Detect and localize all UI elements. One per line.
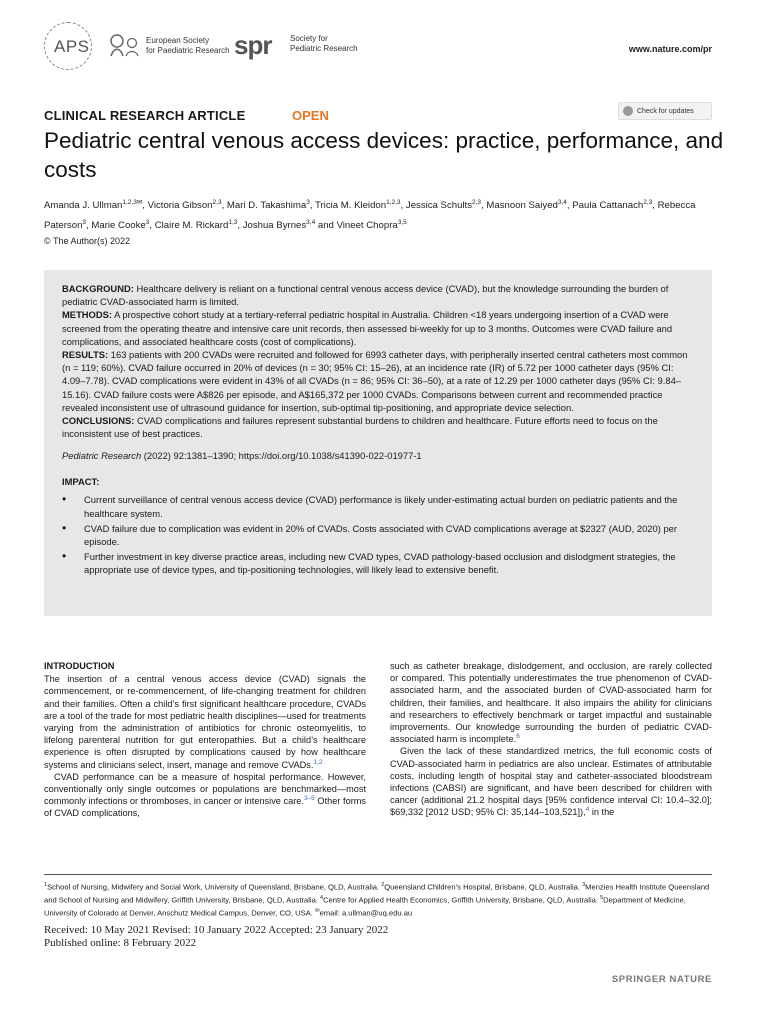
reference-link[interactable]: 4 — [585, 806, 590, 814]
affiliation-number: 2 — [381, 882, 385, 888]
intro-paragraph-2 — [44, 771, 366, 820]
author-affiliation-mark: 3 — [145, 219, 150, 227]
copyright-notice: © The Author(s) 2022 — [44, 236, 131, 246]
intro-paragraph-1 — [44, 673, 366, 771]
spr-logo-line-2: Pediatric Research — [290, 44, 358, 53]
open-access-badge: OPEN — [292, 108, 329, 123]
abstract-conclusions-text: CVAD complications and failures represent substantial burdens to children and healthcare. Future efforts need to focus on the inconsistent use of best practices. — [62, 415, 658, 440]
author-list: Amanda J. Ullman$^{1,2,3✉}$, Victoria Gibson$^{2,3}$, Mari D. Takashima$^3$, Tricia M. Kleidon$^{1,2,3}$, Jessica Schults$^{2,3}$, Masnoon Saiyed$^{3,4}$, Paula Cattanach$^{2,3}$, Rebecca Paterson$^3$, Marie Cooke$^3$, Claire M. Rickard$^{1,3}$, Joshua Byrnes$^{3,4}$ and Vineet Chopra$^{3,5}$ — [44, 199, 696, 232]
intro-paragraph-2-text: CVAD performance can be a measure of hospital performance. However, conventionally only single outcomes or populations are benchmarked—most commonly infections or thromboses, in cancer or intensive care. — [44, 771, 366, 807]
author-name[interactable]: Tricia M. Kleidon — [314, 200, 387, 212]
affiliation-number: 4 — [320, 895, 324, 902]
author-affiliation-mark: 1,2,3 — [386, 199, 401, 206]
intro-paragraph-1-text: The insertion of a central venous access device (CVAD) signals the commencement, or re-commencement, of life-changing treatment for children and their families. Often a child’s first significant healthcare procedure, CVADs are a tool of the trade for most pediatric health disciplines—used for treatments varying from the administration of antibiotics for chronic osteomyelitis, to lifelong parenteral nutrition for gut enteropathies. But a child’s healthcare experience is often disrupted by complications caused by how healthcare systems and clinicians select, insert, manage and remove CVADs. — [44, 674, 366, 770]
impact-list — [62, 493, 694, 576]
author-name[interactable]: Rebecca Paterson — [44, 200, 696, 232]
affiliation-number: 3 — [582, 882, 586, 888]
impact-item: • Further investment in key diverse practice areas, including new CVAD types, CVAD pathology-based occlusion and dislodgment strategies, the appropriate use of device types, and tip-positioning technologies, will likely lead to extensive benefit. — [62, 550, 694, 576]
author-affiliation-mark: 3,4 — [557, 199, 567, 206]
author-name[interactable]: Masnoon Saiyed — [486, 200, 558, 212]
abstract-conclusions — [62, 414, 694, 440]
abstract-box — [44, 270, 712, 616]
page-header — [44, 22, 712, 72]
abstract-results-label: RESULTS: — [62, 349, 109, 361]
author-name[interactable]: Victoria Gibson — [147, 200, 213, 212]
affiliation-number: 1 — [44, 882, 48, 888]
reference-link[interactable]: 1,2 — [313, 758, 323, 766]
author-affiliation-mark: 2,3 — [643, 199, 653, 206]
aps-logo — [44, 22, 102, 70]
author-name[interactable]: Jessica Schults — [405, 200, 473, 212]
espr-logo-line-1: European Society — [146, 36, 210, 45]
footer-divider — [44, 874, 712, 875]
article-type-label: CLINICAL RESEARCH ARTICLE — [44, 108, 246, 123]
affiliations — [44, 880, 712, 919]
citation-doi-link[interactable]: (2022) 92:1381–1390; https://doi.org/10.1038/s41390-022-01977-1 — [141, 450, 422, 462]
abstract-background-label: BACKGROUND: — [62, 283, 134, 294]
check-updates-label: Check for updates — [637, 107, 694, 115]
aps-logo-text: APS — [54, 37, 90, 56]
intro-paragraph-3-text: Given the lack of these standardized metrics, the full economic costs of CVAD-associated harm in pediatrics are also unclear. Estimates of attributable costs, including length of hospital stay and catheter-associated bloodstream infections (CABSI) are significant, and have been described for children with cancer (additional 21.2 hospital days [95% confidence interval CI: 10.4–32.0]; $69,332 [2012 USD; 95% CI: 35,144–103,521]), — [390, 746, 712, 818]
introduction-heading: INTRODUCTION — [44, 661, 115, 671]
impact-heading: IMPACT: — [62, 476, 100, 488]
intro-paragraph-2-cont — [390, 660, 712, 745]
author-name[interactable]: Mari D. Takashima — [226, 200, 307, 212]
intro-paragraph-2-continued: Other forms of CVAD complications, — [44, 796, 366, 819]
author-name[interactable]: Claire M. Rickard — [154, 220, 229, 232]
journal-url-link[interactable]: www.nature.com/pr — [628, 44, 712, 54]
check-updates-icon — [623, 106, 633, 116]
abstract-conclusions-label: CONCLUSIONS: — [62, 415, 135, 427]
author-affiliation-mark: 1,3 — [228, 219, 238, 227]
author-affiliation-mark: 1,2,3✉ — [122, 199, 143, 206]
citation-line — [62, 449, 694, 462]
intro-paragraph-3 — [390, 745, 712, 818]
espr-logo-line-2: for Paediatric Research — [146, 46, 230, 55]
abstract-results-text: 163 patients with 200 CVADs were recruited and followed for 6993 catheter days, with peripherally inserted central catheters most common (n = 119; 60%). CVAD failure occurred in 20% of devices (n = 30; 95% CI: 15–26), at an incidence rate (IR) of 5.72 per 1000 catheter days (95% CI: 4.09–7.78). CVAD complications were evident in 43% of all CVADs (n = 86; 95% CI: 36–50), at a rate of 12.29 per 1000 catheter days (95% CI: 9.84–15.16). CVAD failure costs were A$826 per episode, and A$165,372 per 1000 CVADs. Comparisons between current and recommended practice revealed inconsistent use of ultrasound guidance for insertion, sub-optimal tip-positioning, and appropriate device selection. — [62, 349, 688, 413]
impact-item: • Current surveillance of central venous access device (CVAD) performance is likely under-estimating actual burden on pediatric patients and the healthcare system. — [62, 493, 694, 519]
affiliation-text: School of Nursing, Midwifery and Social Work, University of Queensland, Brisbane, QLD, Australia. — [47, 882, 382, 892]
impact-item: • CVAD failure due to complication was evident in 20% of CVADs. Costs associated with CVAD complications average at $2327 (AUD, 2020) per episode. — [62, 522, 694, 548]
abstract-background — [62, 282, 694, 308]
author-name[interactable]: Marie Cooke — [91, 220, 146, 232]
author-affiliation-mark: 3 — [306, 199, 310, 206]
article-title: Pediatric central venous access devices: practice, performance, and costs — [44, 128, 724, 182]
affiliation-text: Centre for Applied Health Economics, Griffith University, Brisbane, QLD, Australia. — [323, 895, 601, 905]
publication-dates — [44, 924, 388, 950]
affiliation-text: email: a.ullman@uq.edu.au — [319, 908, 413, 918]
spr-logo — [234, 28, 374, 68]
body-column-left — [44, 660, 366, 820]
espr-logo-icon — [108, 32, 142, 58]
check-for-updates-button[interactable] — [618, 102, 712, 120]
affiliation-text: Queensland Children’s Hospital, Brisbane, QLD, Australia. — [384, 882, 583, 892]
author-affiliation-mark: 2,3 — [212, 199, 222, 206]
affiliation-text: Menzies Health Institute Queensland and School of Nursing and Midwifery, Griffith University, Brisbane, QLD, Australia. — [44, 882, 710, 905]
received-dates: Received: 10 May 2021 Revised: 10 January 2022 Accepted: 23 January 2022 — [44, 924, 389, 936]
author-affiliation-mark: 3,5 — [397, 219, 407, 227]
abstract-methods — [62, 308, 694, 348]
author-name[interactable]: Paula Cattanach — [572, 200, 644, 212]
springer-nature-logo: SPRINGER NATURE — [611, 974, 712, 985]
author-name[interactable]: Amanda J. Ullman — [44, 200, 123, 212]
affiliation-number: ✉ — [314, 908, 320, 915]
spr-logo-line-1: Society for — [290, 34, 328, 43]
abstract-background-text: Healthcare delivery is reliant on a functional central venous access device (CVAD), but the knowledge surrounding the burden of pediatric CVAD-associated harm is limited. — [62, 283, 669, 308]
reference-link[interactable]: 3–5 — [303, 795, 315, 803]
intro-paragraph-2-cont-text: such as catheter breakage, dislodgement, and occlusion, are rarely collected or compared. This potentially underestimates the true phenomenon of CVAD-associated harm, and the associated burden of CVAD-associated harm for children, their families, and healthcare. It also impairs the ability for clinicians and researchers to effectively benchmark or target impactful and sustainable improvements. Our knowledge surrounding the burden of pediatric CVAD-associated harm is incomplete. — [390, 661, 712, 745]
body-column-right — [390, 660, 712, 819]
intro-paragraph-3-tail: in the — [589, 807, 615, 818]
citation-journal: Pediatric Research — [62, 450, 142, 462]
author-name[interactable]: Vineet Chopra — [336, 220, 398, 232]
affiliation-text: Department of Medicine, University of Colorado at Denver, Anschutz Medical Campus, Denver, CO, USA. — [44, 895, 686, 918]
published-date: Published online: 8 February 2022 — [44, 937, 197, 949]
spr-logo-mark: spr — [234, 30, 272, 60]
author-affiliation-mark: 2,3 — [472, 199, 482, 206]
abstract-results — [62, 348, 694, 414]
author-affiliation-mark: 3 — [82, 219, 87, 227]
abstract-methods-text: A prospective cohort study at a tertiary-referral pediatric hospital in Australia. Children <18 years undergoing insertion of a CVAD were screened from the operating theatre and intensive care unit records, then assessed bi-weekly for up to 3 months. Outcomes were CVAD failure and complications, and associated healthcare costs (cost of complications). — [62, 309, 673, 347]
author-name[interactable]: Joshua Byrnes — [242, 220, 307, 232]
abstract-methods-label: METHODS: — [62, 309, 112, 321]
author-affiliation-mark: 3,4 — [306, 219, 316, 227]
reference-link[interactable]: 6 — [516, 733, 520, 741]
affiliation-number: 5 — [600, 895, 604, 902]
